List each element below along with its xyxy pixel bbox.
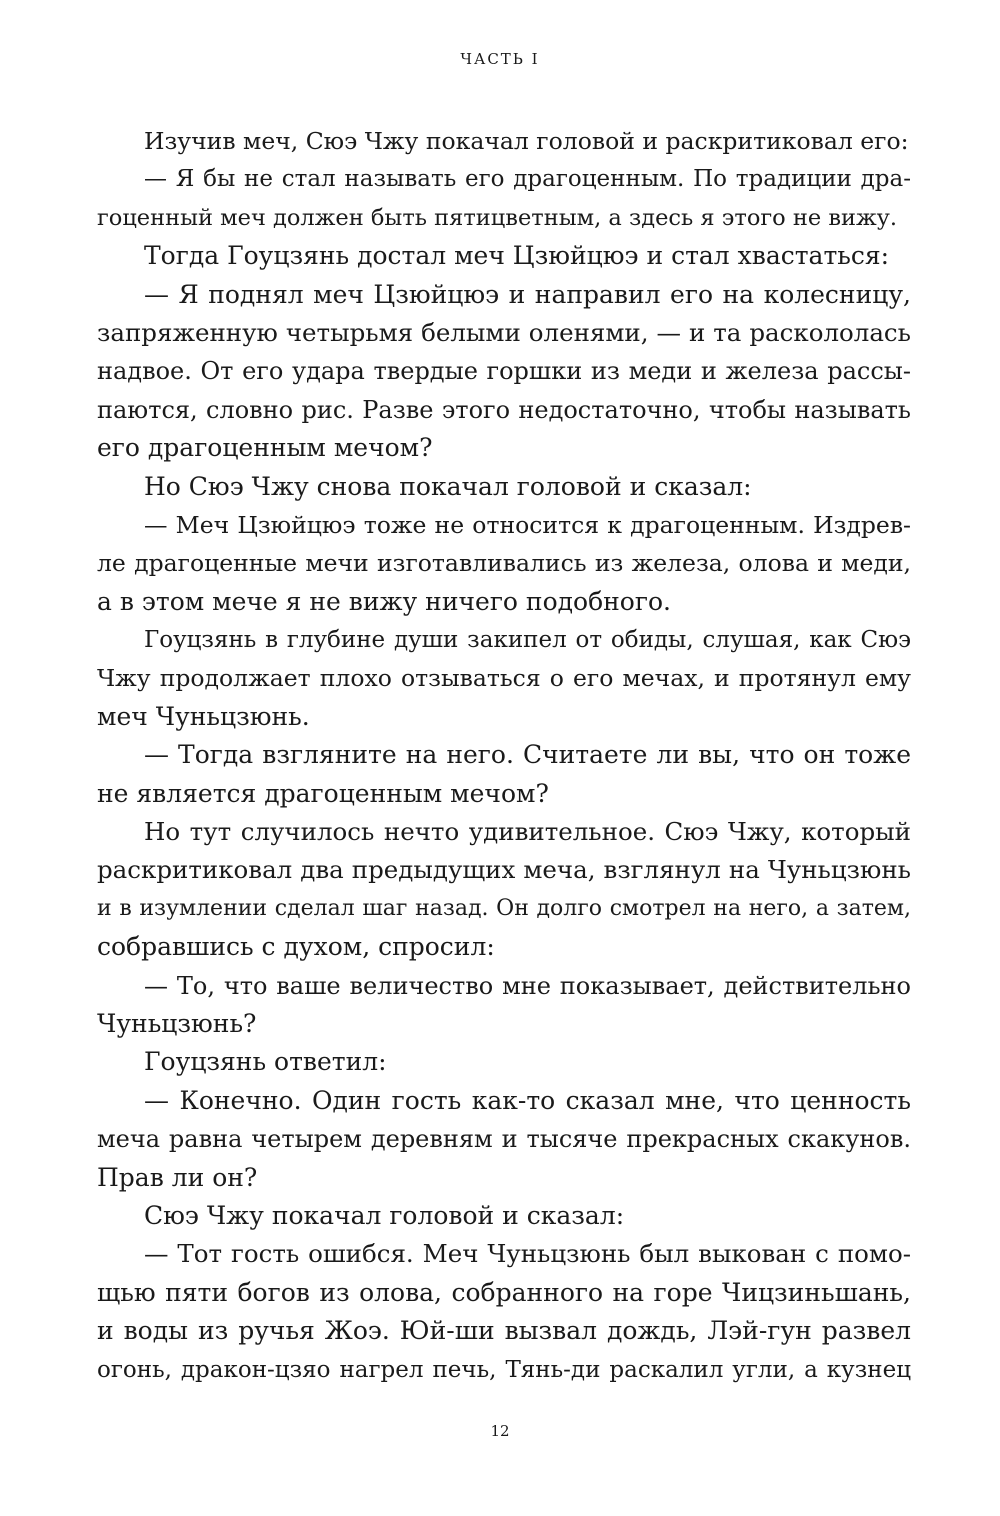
text-line: раскритиковал два предыдущих меча, взглянул на Чуньцзюнь: [97, 855, 911, 885]
text-line: Прав ли он?: [97, 1162, 258, 1192]
text-line: гоценный меч должен быть пятицветным, а здесь я этого не вижу.: [97, 204, 898, 231]
body-text: [97, 122, 911, 1389]
text-line: Но Сюэ Чжу снова покачал головой и сказал:: [144, 471, 752, 501]
text-line: запряженную четырьмя белыми оленями, — и та раскололась: [97, 317, 911, 347]
text-line: — То, что ваше величество мне показывает, действительно: [144, 971, 911, 1000]
text-line: ле драгоценные мечи изготавливались из железа, олова и меди,: [97, 549, 911, 578]
text-line: Гоуцзянь в глубине души закипел от обиды, слушая, как Сюэ: [144, 627, 911, 654]
text-line: и воды из ручья Жоэ. Юй-ши вызвал дождь, Лэй-гун развел: [97, 1316, 911, 1346]
text-line: его драгоценным мечом?: [97, 433, 433, 463]
text-line: меч Чуньцзюнь.: [97, 701, 310, 731]
text-line: паются, словно рис. Разве этого недостаточно, чтобы называть: [97, 395, 911, 424]
text-line: — Тот гость ошибся. Меч Чуньцзюнь был выкован с помо-: [144, 1239, 911, 1269]
text-line: надвое. От его удара твердые горшки из меди и железа рассы-: [97, 357, 911, 386]
text-line: а в этом мече я не вижу ничего подобного.: [97, 586, 671, 616]
text-line: — Я бы не стал называть его драгоценным. По традиции дра-: [144, 166, 911, 193]
text-line: и в изумлении сделал шаг назад. Он долго смотрел на него, а затем,: [97, 895, 911, 921]
text-line: не является драгоценным мечом?: [97, 778, 549, 808]
text-line: — Я поднял меч Цзюйцюэ и направил его на колесницу,: [144, 279, 911, 309]
text-line: — Конечно. Один гость как-то сказал мне, что ценность: [144, 1085, 911, 1115]
text-line: Тогда Гоуцзянь достал меч Цзюйцюэ и стал хвастаться:: [144, 241, 890, 271]
running-head: ЧАСТЬ I: [460, 50, 540, 68]
text-line: собравшись с духом, спросил:: [97, 932, 495, 962]
text-line: — Тогда взгляните на него. Считаете ли вы, что он тоже: [144, 740, 911, 770]
text-line: Чжу продолжает плохо отзываться о его мечах, и протянул ему: [97, 664, 911, 693]
text-line: Но тут случилось нечто удивительное. Сюэ Чжу, который: [144, 817, 911, 847]
page-number: 12: [490, 1422, 510, 1440]
text-line: огонь, дракон-цзяо нагрел печь, Тянь-ди раскалил угли, а кузнец: [97, 1356, 911, 1383]
text-line: Сюэ Чжу покачал головой и сказал:: [144, 1200, 625, 1230]
text-line: — Меч Цзюйцюэ тоже не относится к драгоценным. Издрев-: [144, 510, 911, 539]
text-line: Чуньцзюнь?: [97, 1008, 257, 1038]
text-line: щью пяти богов из олова, собранного на горе Чицзиньшань,: [97, 1277, 911, 1307]
text-line: меча равна четырем деревням и тысяче прекрасных скакунов.: [97, 1125, 911, 1154]
text-line: Изучив меч, Сюэ Чжу покачал головой и раскритиковал его:: [144, 127, 909, 155]
text-line: Гоуцзянь ответил:: [144, 1047, 387, 1077]
